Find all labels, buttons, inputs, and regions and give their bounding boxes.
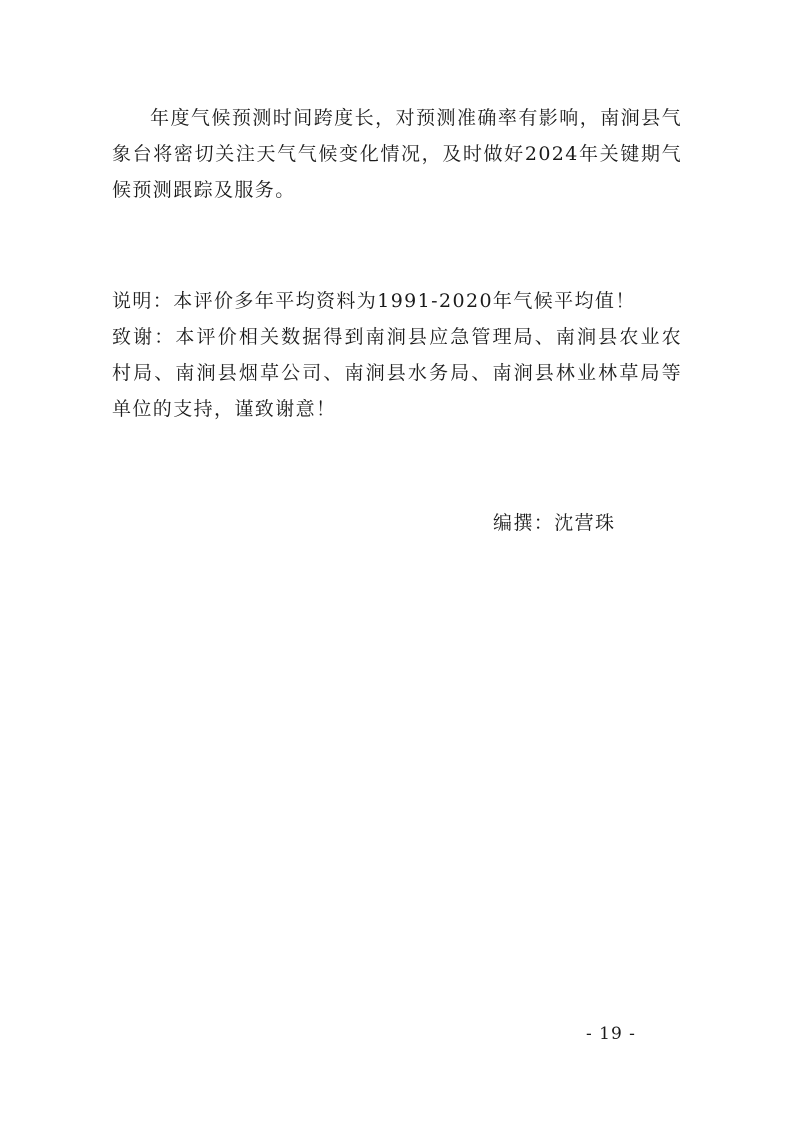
acknowledgement-paragraph: 致谢：本评价相关数据得到南涧县应急管理局、南涧县农业农村局、南涧县烟草公司、南涧县水务局、南涧县林业林草局等单位的支持，谨致谢意！: [112, 326, 682, 420]
data-note: 说明：本评价多年平均资料为1991-2020年气候平均值！: [112, 290, 636, 312]
page-number: - 19 -: [586, 1024, 636, 1044]
author-line: 编撰：沈营珠: [493, 512, 616, 534]
body-paragraph: 年度气候预测时间跨度长，对预测准确率有影响，南涧县气象台将密切关注天气气候变化情况，及时做好2024年关键期气候预测跟踪及服务。: [112, 107, 682, 201]
